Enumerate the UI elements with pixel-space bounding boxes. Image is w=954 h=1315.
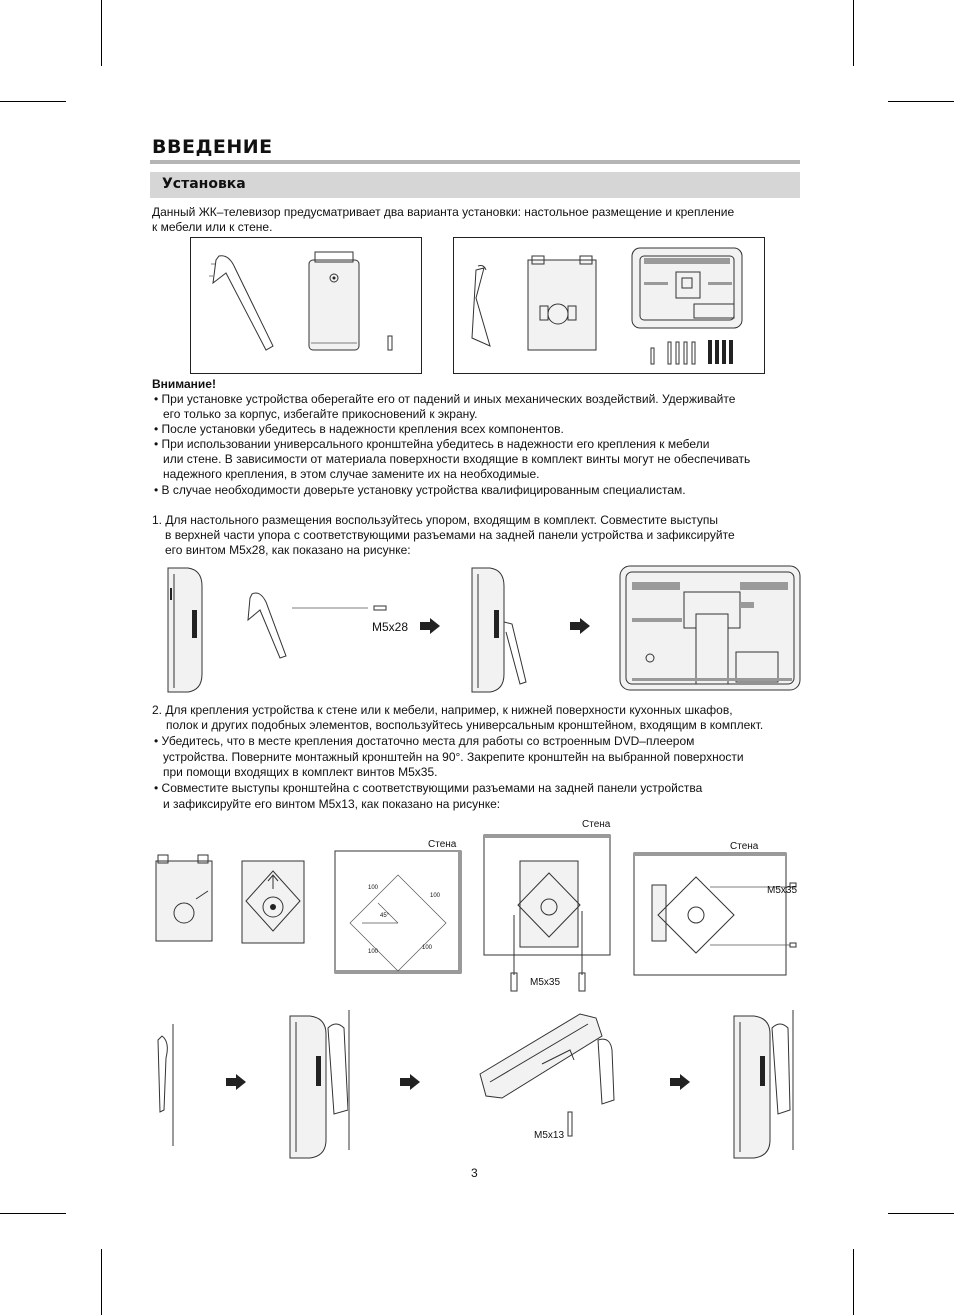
figure-wall-mount-sequence bbox=[150, 1000, 810, 1160]
section-title: Установка bbox=[162, 176, 246, 192]
crop-mark bbox=[0, 1213, 66, 1214]
step2-line: • Совместите выступы кронштейна с соответствующими разъемами на задней панели устройства bbox=[154, 781, 703, 795]
screw-label-m5x35: M5x35 bbox=[767, 885, 798, 896]
stand-parts-drawing bbox=[191, 238, 421, 373]
section-bar bbox=[150, 172, 800, 198]
step2-line: и зафиксируйте его винтом M5x13, как показано на рисунке: bbox=[163, 797, 501, 811]
figure-bracket-parts bbox=[453, 237, 765, 374]
warning-line: его только за корпус, избегайте прикосновений к экрану. bbox=[163, 407, 478, 421]
dimension-label: 100 bbox=[422, 945, 433, 951]
step2-line: при помощи входящих в комплект винтов M5x35. bbox=[163, 765, 438, 779]
wall-bracket-drawing bbox=[150, 815, 810, 995]
step1-line: его винтом M5x28, как показано на рисунке: bbox=[165, 543, 411, 557]
warning-line: • В случае необходимости доверьте установку устройства квалифицированным специалистам. bbox=[154, 483, 686, 497]
dimension-label: 100 bbox=[368, 885, 379, 891]
screw-label-m5x35: M5x35 bbox=[530, 977, 561, 988]
warning-line: • После установки убедитесь в надежности крепления всех компонентов. bbox=[154, 422, 564, 436]
warning-title: Внимание! bbox=[152, 377, 216, 391]
dimension-label: 100 bbox=[430, 893, 441, 899]
crop-mark bbox=[101, 0, 102, 66]
wall-label: Стена bbox=[428, 839, 457, 850]
figure-table-stand bbox=[150, 562, 810, 697]
crop-mark bbox=[853, 0, 854, 66]
figure-wall-bracket bbox=[150, 815, 810, 995]
crop-mark bbox=[101, 1249, 102, 1315]
table-stand-drawing bbox=[150, 562, 810, 697]
dimension-label: 100 bbox=[368, 949, 379, 955]
crop-mark bbox=[853, 1249, 854, 1315]
angle-label: 45° bbox=[380, 913, 390, 919]
screw-label-m5x13: M5x13 bbox=[534, 1130, 565, 1141]
screw-label-m5x28: M5x28 bbox=[372, 620, 409, 634]
crop-mark bbox=[888, 101, 954, 102]
warning-line: или стене. В зависимости от материала поверхности входящие в комплект винты могут не обеспечивать bbox=[163, 452, 751, 466]
page-number: 3 bbox=[471, 1166, 478, 1180]
wall-label: Стена bbox=[730, 841, 759, 852]
wall-mount-drawing bbox=[150, 1000, 810, 1160]
figure-stand-parts bbox=[190, 237, 422, 374]
step1-line: 1. Для настольного размещения воспользуйтесь упором, входящим в комплект. Совместите выступы bbox=[152, 513, 719, 527]
warning-line: • При установке устройства оберегайте его от падений и иных механических воздействий. Удерживайте bbox=[154, 392, 736, 406]
warning-line: • При использовании универсального кронштейна убедитесь в надежности его крепления к мебели bbox=[154, 437, 710, 451]
step2-line: • Убедитесь, что в месте крепления достаточно места для работы со встроенным DVD–плеером bbox=[154, 734, 695, 748]
crop-mark bbox=[0, 101, 66, 102]
page-title: ВВЕДЕНИЕ bbox=[152, 136, 273, 158]
title-rule bbox=[150, 160, 800, 164]
step2-line: 2. Для крепления устройства к стене или к мебели, например, к нижней поверхности кухонных шкафов, bbox=[152, 703, 733, 717]
step1-line: в верхней части упора с соответствующими разъемами на задней панели устройства и зафиксируйте bbox=[165, 528, 735, 542]
step2-line: полок и других подобных элементов, воспользуйтесь универсальным кронштейном, входящим в комплект. bbox=[166, 718, 764, 732]
crop-mark bbox=[888, 1213, 954, 1214]
intro-line: к мебели или к стене. bbox=[152, 220, 273, 234]
intro-line: Данный ЖК–телевизор предусматривает два варианта установки: настольное размещение и крепление bbox=[152, 205, 735, 219]
bracket-parts-drawing bbox=[454, 238, 764, 373]
warning-line: надежного крепления, в этом случае замените их на необходимые. bbox=[163, 467, 540, 481]
step2-line: устройства. Поверните монтажный кронштейн на 90°. Закрепите кронштейн на выбранной поверхности bbox=[163, 750, 744, 764]
wall-label: Стена bbox=[582, 819, 611, 830]
